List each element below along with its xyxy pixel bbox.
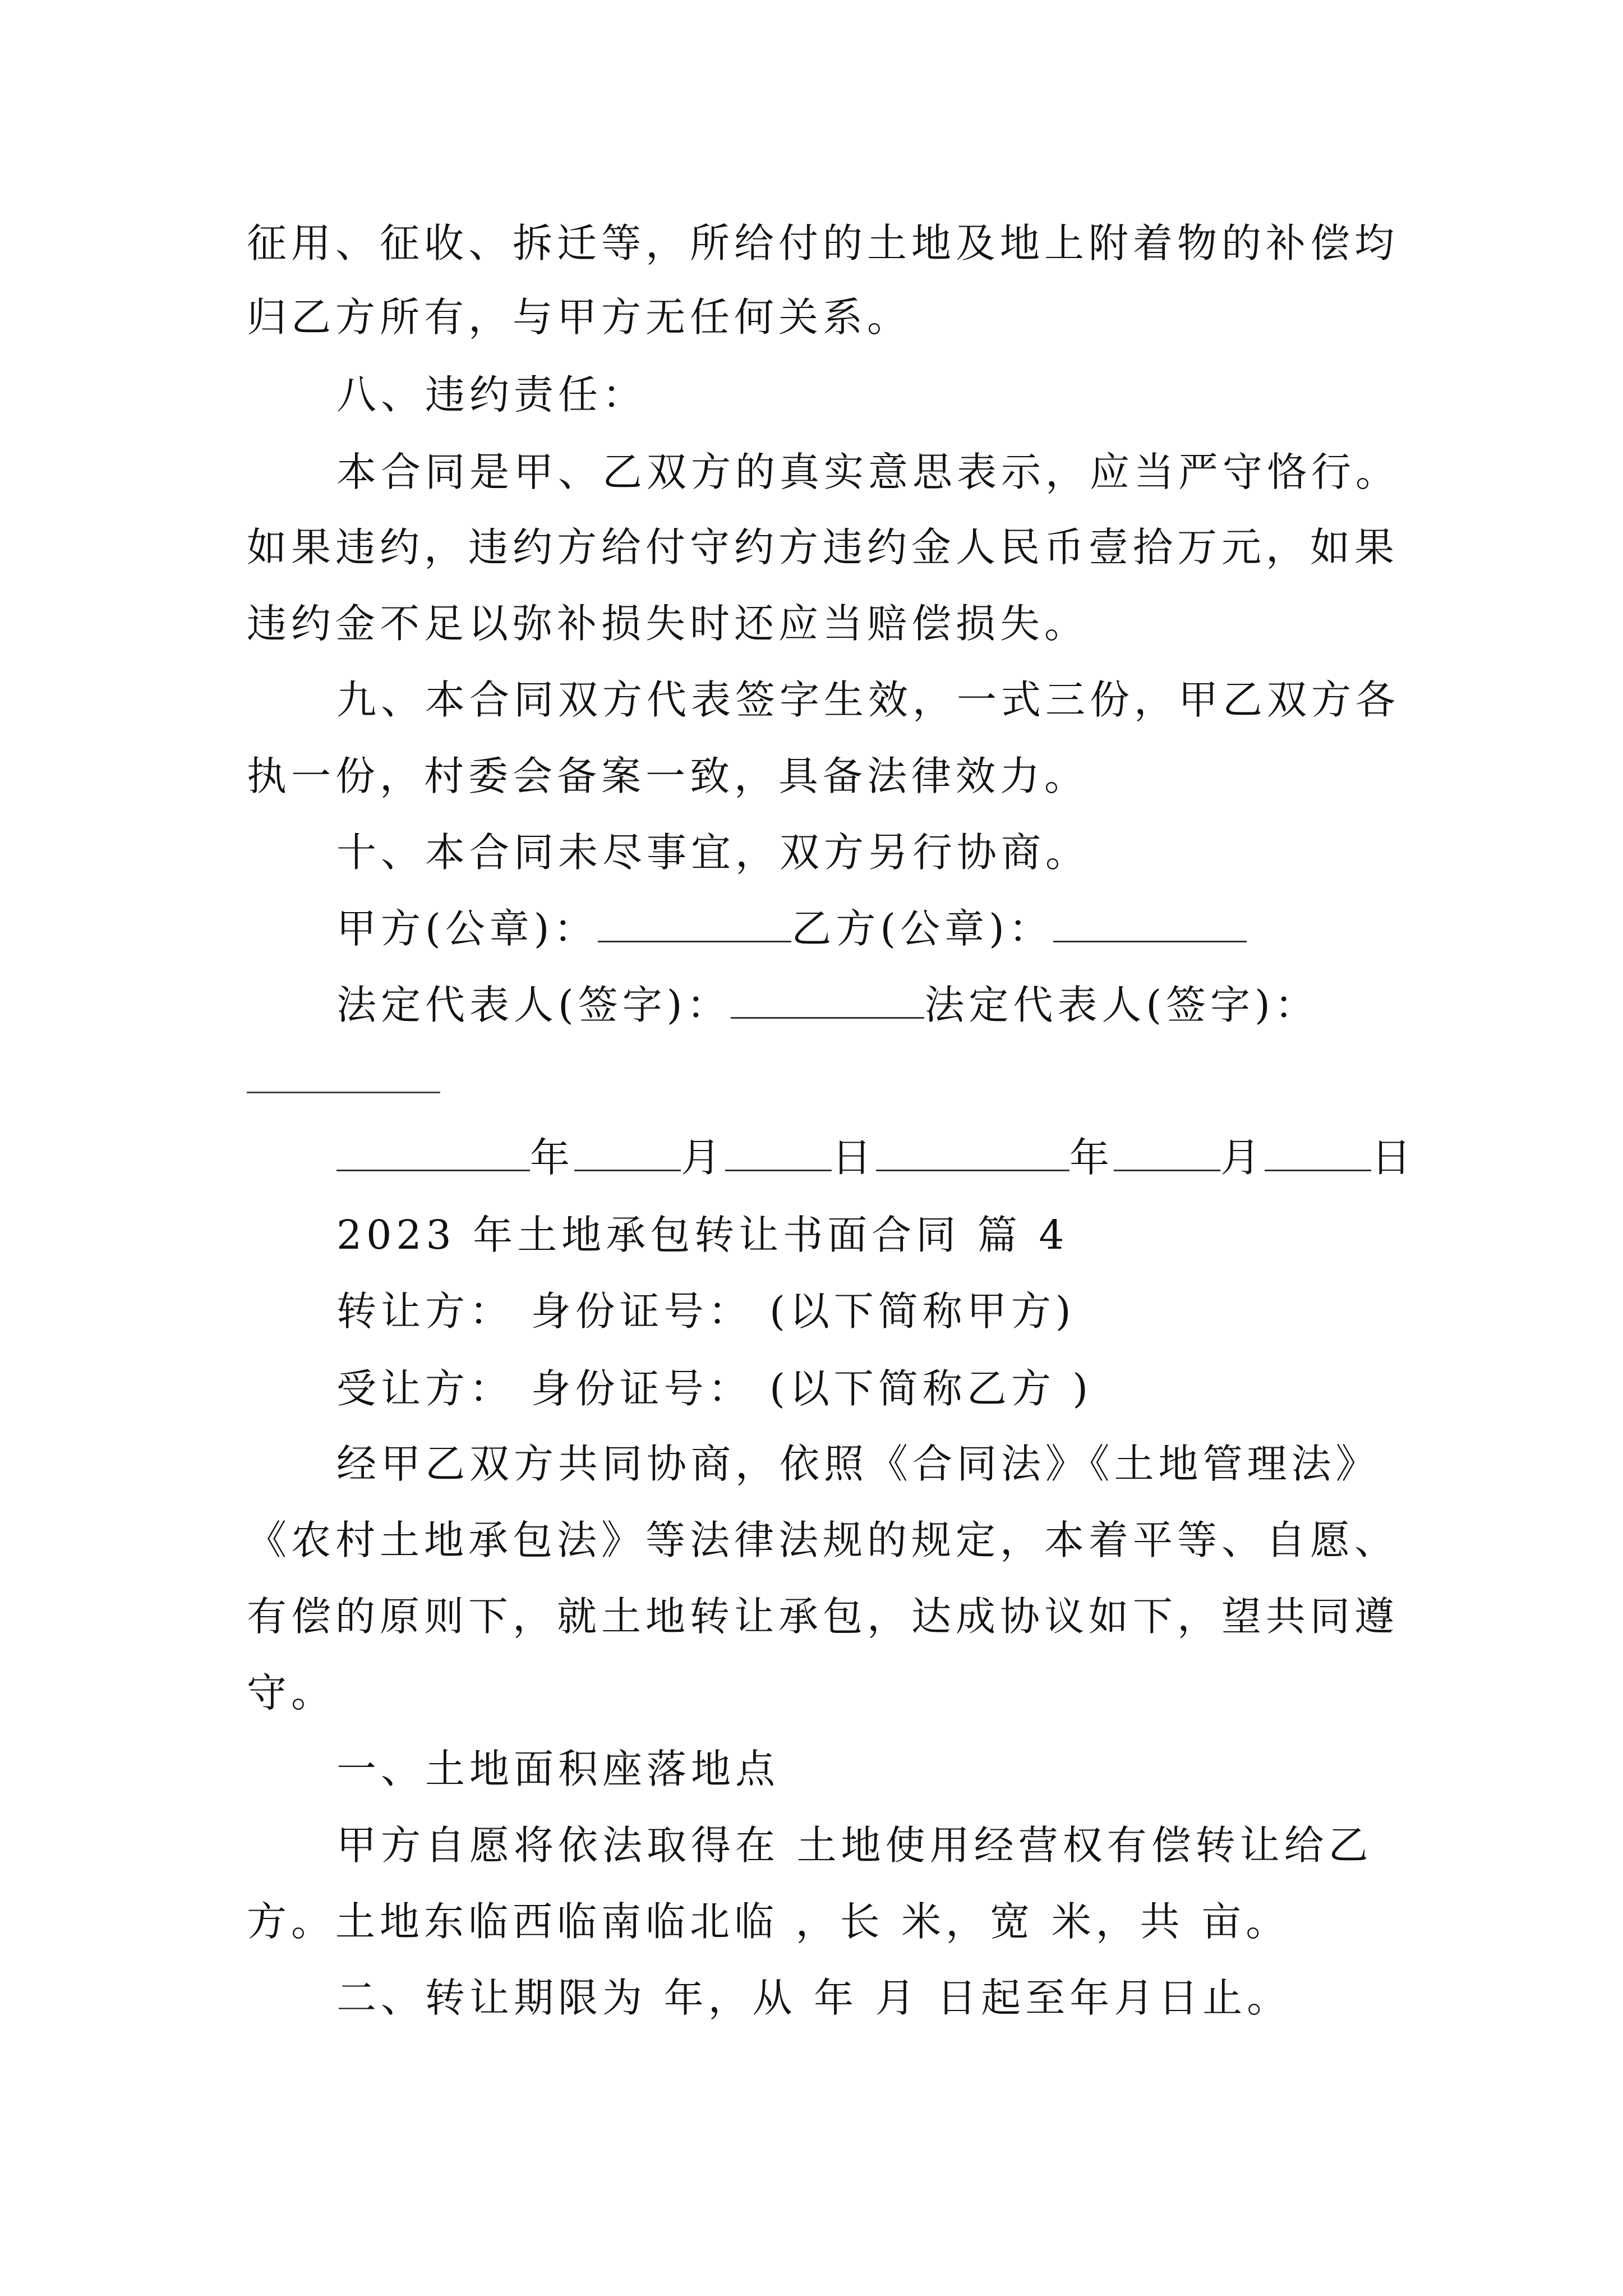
text-line: 本合同是甲、乙双方的真实意思表示，应当严守恪行。 (336, 449, 1400, 495)
day-label: 日 (1371, 1134, 1416, 1181)
text-line: 违约金不足以弥补损失时还应当赔偿损失。 (247, 600, 1089, 647)
party-b-rep-label: 法定代表人(签字)： (924, 982, 1319, 1028)
year-blank (876, 1136, 1069, 1171)
section-heading-8: 八、违约责任： (336, 371, 647, 418)
day-blank (1265, 1136, 1371, 1171)
section-heading-1: 一、土地面积座落地点 (336, 1746, 780, 1792)
year-label: 年 (1069, 1134, 1114, 1181)
party-b-seal-blank (1053, 907, 1247, 942)
text-line: 《农村土地承包法》等法律法规的规定，本着平等、自愿、 (247, 1517, 1399, 1563)
representative-line (336, 978, 1319, 1032)
text-line: 经甲乙双方共同协商，依照《合同法》《土地管理法》 (336, 1441, 1380, 1487)
text-line: 有偿的原则下，就土地转让承包，达成协议如下，望共同遵 (247, 1593, 1399, 1640)
party-b-rep-blank (247, 1092, 440, 1093)
party-a-seal-label: 甲方(公章)： (336, 905, 598, 952)
contract-title: 2023 年土地承包转让书面合同 篇 4 (336, 1212, 1069, 1258)
text-line: 守。 (247, 1669, 336, 1716)
month-blank (1114, 1136, 1220, 1171)
signature-seal-line (336, 902, 1247, 956)
month-label: 月 (681, 1134, 726, 1181)
section-heading-2: 二、转让期限为 年，从 年 月 日起至年月日止。 (336, 1975, 1292, 2021)
transferee-line: 受让方： 身份证号： (以下简称乙方 ) (336, 1365, 1093, 1412)
text-line: 如果违约，违约方给付守约方违约金人民币壹拾万元，如果 (247, 524, 1399, 570)
day-label: 日 (832, 1134, 877, 1181)
year-label: 年 (530, 1134, 575, 1181)
year-blank (336, 1136, 530, 1171)
text-line: 九、本合同双方代表签字生效，一式三份，甲乙双方各 (336, 677, 1400, 723)
day-blank (725, 1136, 832, 1171)
month-label: 月 (1220, 1134, 1265, 1181)
party-a-seal-blank (598, 907, 791, 942)
party-a-rep-label: 法定代表人(签字)： (336, 982, 731, 1028)
text-line: 甲方自愿将依法取得在 土地使用经营权有偿转让给乙 (336, 1822, 1373, 1869)
text-line: 十、本合同未尽事宜，双方另行协商。 (336, 829, 1090, 876)
transferor-line: 转让方： 身份证号： (以下简称甲方) (336, 1288, 1076, 1335)
date-line (336, 1131, 1415, 1185)
text-line: 归乙方所有，与甲方无任何关系。 (247, 294, 912, 341)
text-line: 方。土地东临西临南临北临 ，长 米，宽 米，共 亩。 (247, 1898, 1290, 1945)
party-b-seal-label: 乙方(公章)： (791, 905, 1053, 952)
text-line: 执一份，村委会备案一致，具备法律效力。 (247, 753, 1089, 799)
party-a-rep-blank (731, 983, 924, 1019)
text-line: 征用、征收、拆迁等，所给付的土地及地上附着物的补偿均 (247, 220, 1399, 266)
month-blank (574, 1136, 681, 1171)
